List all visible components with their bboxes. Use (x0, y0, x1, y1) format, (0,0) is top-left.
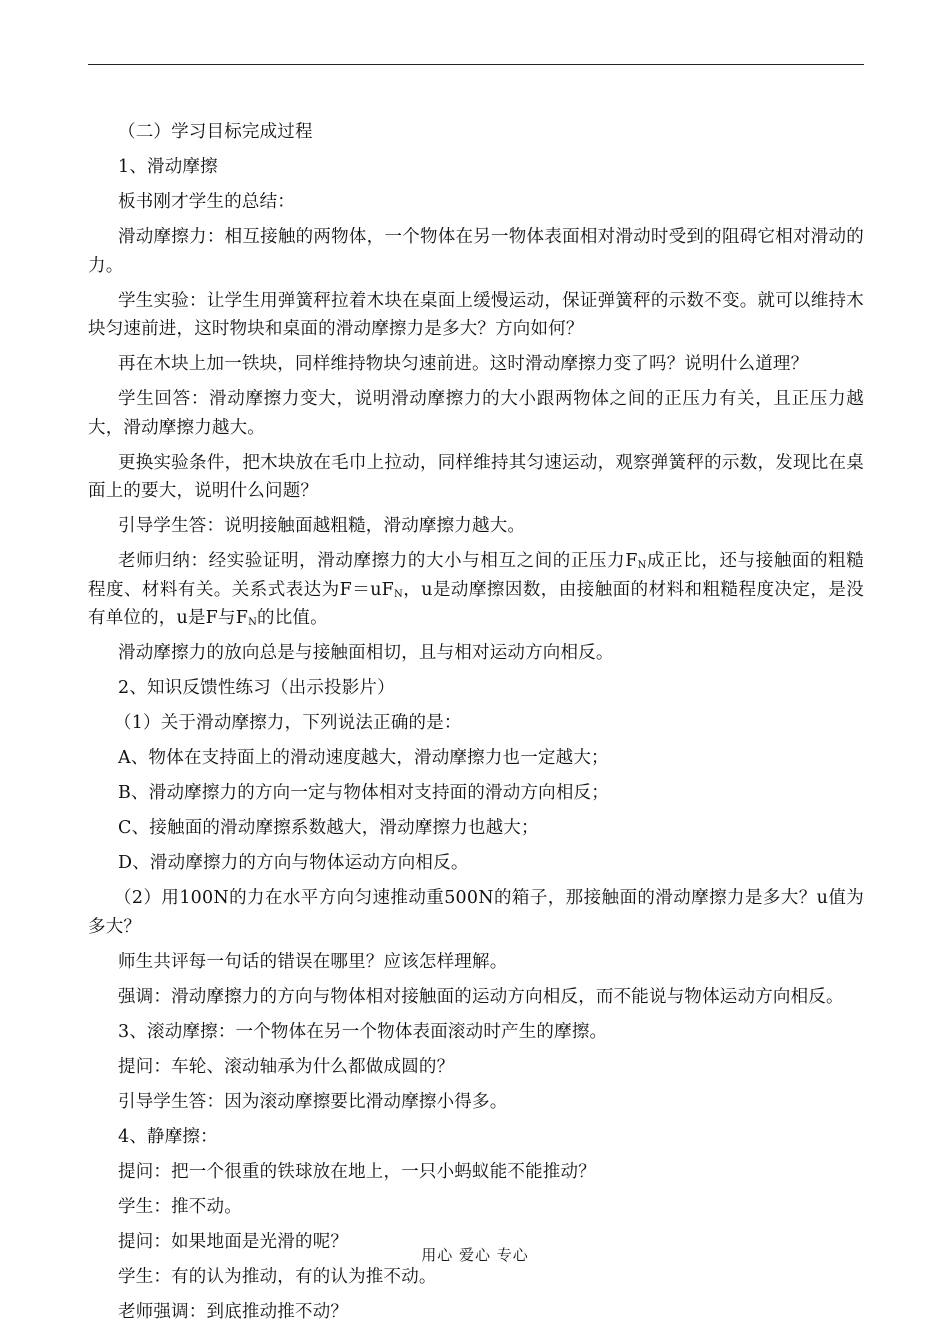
option: C、接触面的滑动摩擦系数越大，滑动摩擦力也越大； (118, 818, 539, 838)
subsection-heading: 4、静摩擦： (118, 1126, 218, 1147)
page-footer: 用心 爱心 专心 (421, 1246, 529, 1264)
paragraph: 再在木块上加一铁块，同样维持物块匀速前进。这时滑动摩擦力变了吗？说明什么道理？ (118, 354, 809, 374)
paragraph: 板书刚才学生的总结： (118, 192, 295, 212)
paragraph: 引导学生答：因为滚动摩擦要比滑动摩擦小得多。 (118, 1091, 508, 1112)
paragraph: 提问：车轮、滚动轴承为什么都做成圆的？ (118, 1056, 455, 1077)
summary-text: 的比值。 (257, 608, 328, 628)
paragraph: 学生：推不动。 (118, 1196, 242, 1217)
subsection-heading: 2、知识反馈性练习（出示投影片） (118, 678, 395, 698)
header-rule (88, 64, 864, 65)
option: B、滑动摩擦力的方向一定与物体相对支持面的滑动方向相反； (118, 783, 609, 803)
paragraph: 强调：滑动摩擦力的方向与物体相对接触面的运动方向相反，而不能说与物体运动方向相反。 (118, 986, 844, 1007)
question: （1）关于滑动摩擦力，下列说法正确的是： (114, 713, 462, 733)
paragraph: 滑动摩擦力：相互接触的两物体，一个物体在另一物体表面相对滑动时受到的阻碍它相对滑动的力。 (88, 227, 864, 276)
paragraph: 更换实验条件，把木块放在毛巾上拉动，同样维持其匀速运动，观察弹簧秤的示数，发现比在桌面上的要大，说明什么问题？ (88, 452, 864, 501)
section-heading: （二）学习目标完成过程 (118, 122, 313, 142)
paragraph: 提问：把一个很重的铁球放在地上，一只小蚂蚁能不能推动？ (118, 1161, 596, 1182)
summary-text: ，u是动摩擦因数，由接触面的材料和粗糙程度决定，是没有单位的，u是F与F (88, 579, 865, 628)
subsection-heading: 1、滑动摩擦 (118, 157, 218, 177)
subscript: N (248, 617, 258, 628)
paragraph: 引导学生答：说明接触面越粗糙，滑动摩擦力越大。 (118, 516, 526, 536)
option: A、物体在支持面上的滑动速度越大，滑动摩擦力也一定越大； (118, 748, 609, 768)
summary-text: 成正比，还与接触面的粗糙程度、材料有关。关系式表达为F＝uF (88, 551, 864, 600)
summary-text: 老师归纳：经实验证明，滑动摩擦力的大小与相互之间的正压力F (118, 551, 638, 571)
subsection-heading: 3、滚动摩擦：一个物体在另一个物体表面滚动时产生的摩擦。 (118, 1021, 608, 1042)
summary-paragraph (88, 547, 864, 633)
paragraph: 滑动摩擦力的放向总是与接触面相切，且与相对运动方向相反。 (118, 643, 614, 663)
paragraph: 老师强调：到底推动推不动？ (118, 1301, 349, 1322)
paragraph: 师生共评每一句话的错误在哪里？应该怎样理解。 (118, 951, 508, 972)
subscript: N (394, 588, 403, 600)
paragraph: 学生回答：滑动摩擦力变大，说明滑动摩擦力的大小跟两物体之间的正压力有关，且正压力越大，滑动摩擦力越大。 (88, 389, 864, 438)
option: D、滑动摩擦力的方向与物体运动方向相反。 (118, 853, 469, 873)
paragraph: 学生：有的认为推动，有的认为推不动。 (118, 1266, 437, 1287)
subscript: N (637, 560, 647, 571)
paragraph: 学生实验：让学生用弹簧秤拉着木块在桌面上缓慢运动，保证弹簧秤的示数不变。就可以维持木块匀速前进，这时物块和桌面的滑动摩擦力是多大？方向如何？ (88, 290, 864, 339)
question: （2）用100N的力在水平方向匀速推动重500N的箱子，那接触面的滑动摩擦力是多大？u值为多大？ (88, 888, 864, 937)
paragraph: 提问：如果地面是光滑的呢？ (118, 1231, 349, 1252)
document-body (88, 118, 864, 1333)
